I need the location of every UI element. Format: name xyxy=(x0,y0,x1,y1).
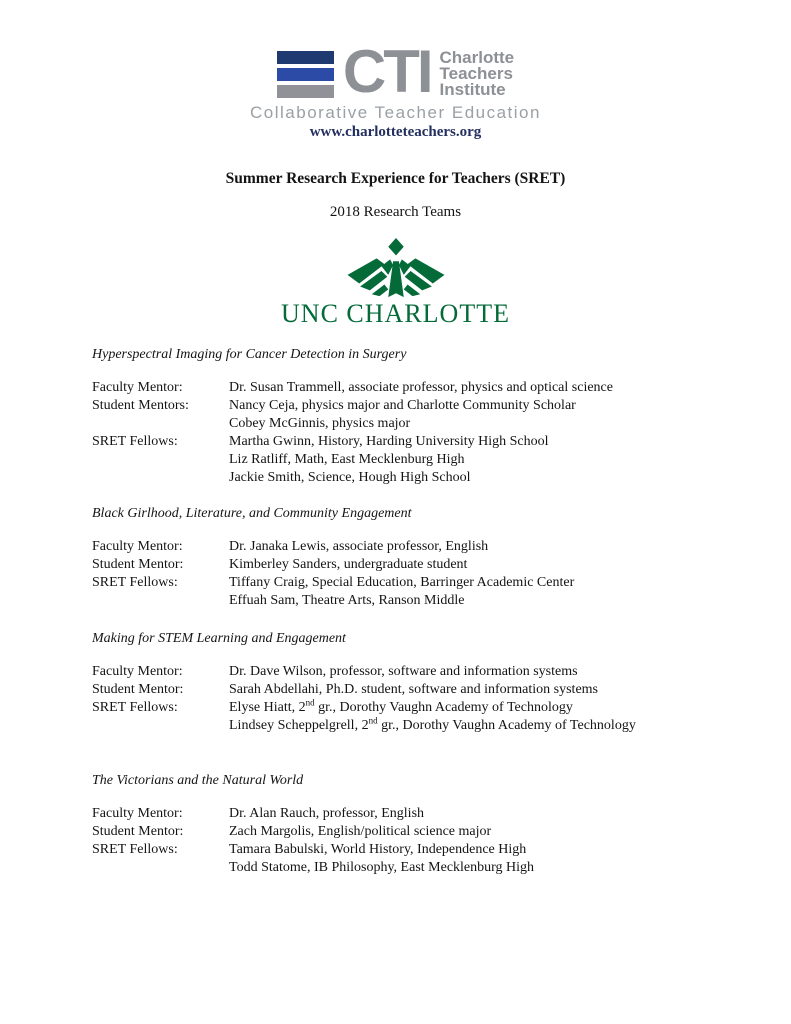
row-label: SRET Fellows: xyxy=(92,842,178,857)
row-label: Faculty Mentor: xyxy=(92,539,183,554)
team-section xyxy=(92,630,754,735)
row-value: Lindsey Scheppelgrell, 2nd gr., Dorothy Vaughn Academy of Technology xyxy=(229,715,636,733)
section-title: The Victorians and the Natural World xyxy=(92,773,304,788)
cti-bar-navy xyxy=(277,51,334,64)
row-label xyxy=(92,717,229,735)
team-row xyxy=(92,574,754,592)
row-label: Student Mentor: xyxy=(92,824,184,839)
unc-charlotte-crown-icon xyxy=(336,238,456,300)
row-label: Faculty Mentor: xyxy=(92,380,183,395)
cti-bar-blue xyxy=(277,68,334,81)
row-label: SRET Fellows: xyxy=(92,700,178,715)
team-row xyxy=(92,717,754,735)
cti-acronym: CTI xyxy=(342,38,431,105)
team-section xyxy=(92,772,754,877)
row-label: SRET Fellows: xyxy=(92,434,178,449)
row-label: Student Mentors: xyxy=(92,398,189,413)
unc-charlotte-logo xyxy=(0,238,791,327)
team-row xyxy=(92,841,754,859)
cti-name-line-3: Institute xyxy=(439,80,506,99)
team-section xyxy=(92,346,754,487)
team-row xyxy=(92,663,754,681)
row-value: Jackie Smith, Science, Hough High School xyxy=(229,470,471,485)
section-title: Making for STEM Learning and Engagement xyxy=(92,631,346,646)
cti-logo xyxy=(0,38,791,105)
row-value: Todd Statome, IB Philosophy, East Mecklenburg High xyxy=(229,860,535,875)
team-row xyxy=(92,681,754,699)
row-label xyxy=(92,469,229,487)
row-value: Cobey McGinnis, physics major xyxy=(229,416,411,431)
row-value: Dr. Janaka Lewis, associate professor, English xyxy=(229,539,489,554)
team-section xyxy=(92,505,754,610)
row-value: Nancy Ceja, physics major and Charlotte Community Scholar xyxy=(229,398,576,413)
cti-name-line-1: Charlotte xyxy=(439,48,515,67)
row-value: Tiffany Craig, Special Education, Barringer Academic Center xyxy=(229,575,575,590)
section-title: Hyperspectral Imaging for Cancer Detection in Surgery xyxy=(92,347,407,362)
row-value: Sarah Abdellahi, Ph.D. student, software and information systems xyxy=(229,682,598,697)
row-value: Zach Margolis, English/political science major xyxy=(229,824,492,839)
row-value: Elyse Hiatt, 2nd gr., Dorothy Vaughn Academy of Technology xyxy=(229,697,573,715)
team-row xyxy=(92,805,754,823)
team-row xyxy=(92,823,754,841)
row-value: Dr. Susan Trammell, associate professor, physics and optical science xyxy=(229,380,613,395)
team-row xyxy=(92,451,754,469)
row-value: Martha Gwinn, History, Harding University High School xyxy=(229,434,549,449)
team-row xyxy=(92,397,754,415)
team-row xyxy=(92,556,754,574)
page-title: Summer Research Experience for Teachers (SRET) xyxy=(225,170,566,187)
cti-name-line-2: Teachers xyxy=(439,64,513,83)
row-label xyxy=(92,415,229,433)
row-value: Dr. Dave Wilson, professor, software and information systems xyxy=(229,664,578,679)
unc-charlotte-wordmark: UNC CHARLOTTE xyxy=(281,299,510,328)
cti-website-link[interactable]: www.charlotteteachers.org xyxy=(309,124,482,140)
row-value: Kimberley Sanders, undergraduate student xyxy=(229,557,468,572)
row-label: Student Mentor: xyxy=(92,682,184,697)
cti-tagline: Collaborative Teacher Education xyxy=(250,103,541,122)
row-label xyxy=(92,859,229,877)
row-label xyxy=(92,451,229,469)
row-value: Liz Ratliff, Math, East Mecklenburg High xyxy=(229,452,465,467)
team-row xyxy=(92,592,754,610)
page-subtitle: 2018 Research Teams xyxy=(329,204,462,220)
team-row xyxy=(92,469,754,487)
cti-bars-icon xyxy=(277,47,334,98)
team-row xyxy=(92,415,754,433)
team-row xyxy=(92,699,754,717)
team-row xyxy=(92,433,754,451)
team-row xyxy=(92,538,754,556)
cti-bar-gray xyxy=(277,85,334,98)
row-label: Faculty Mentor: xyxy=(92,806,183,821)
team-row xyxy=(92,379,754,397)
row-label xyxy=(92,592,229,610)
row-value: Dr. Alan Rauch, professor, English xyxy=(229,806,425,821)
row-label: Student Mentor: xyxy=(92,557,184,572)
row-value: Effuah Sam, Theatre Arts, Ranson Middle xyxy=(229,593,465,608)
row-label: Faculty Mentor: xyxy=(92,664,183,679)
section-title: Black Girlhood, Literature, and Community Engagement xyxy=(92,506,412,521)
row-value: Tamara Babulski, World History, Independence High xyxy=(229,842,527,857)
row-label: SRET Fellows: xyxy=(92,575,178,590)
cti-name xyxy=(440,47,515,98)
team-row xyxy=(92,859,754,877)
